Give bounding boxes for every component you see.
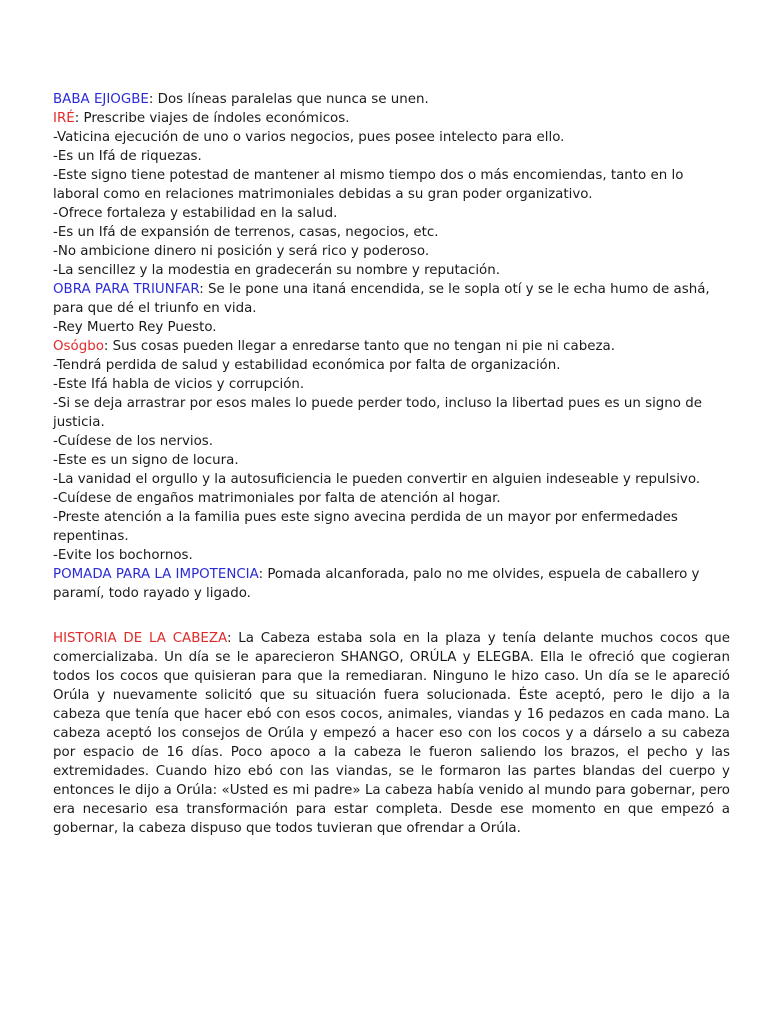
pomada-line bbox=[53, 565, 730, 603]
obra-heading: OBRA PARA TRIUNFAR bbox=[53, 282, 200, 297]
osogbo-item: -Cuídese de los nervios. bbox=[53, 434, 214, 449]
osogbo-item: -Este es un signo de locura. bbox=[53, 453, 239, 468]
obra-text: : Se le pone una itaná encendida, se le sopla otí y se le echa humo de ashá, para que dé el triunfo en vida. bbox=[53, 282, 710, 316]
obra-item: -Rey Muerto Rey Puesto. bbox=[53, 320, 217, 335]
osogbo-heading: Osógbo bbox=[53, 339, 104, 354]
historia-heading: HISTORIA DE LA CABEZA bbox=[53, 631, 227, 646]
ire-item: -Este signo tiene potestad de mantener al mismo tiempo dos o más encomiendas, tanto en lo laboral como en relaciones matrimoniales debidas a su gran poder organizativo. bbox=[53, 168, 684, 202]
osogbo-item: -Tendrá perdida de salud y estabilidad económica por falta de organización. bbox=[53, 358, 561, 373]
ire-item: -No ambicione dinero ni posición y será rico y poderoso. bbox=[53, 244, 430, 259]
ire-item: -Vaticina ejecución de uno o varios negocios, pues posee intelecto para ello. bbox=[53, 130, 565, 145]
ire-line bbox=[53, 109, 730, 128]
baba-line bbox=[53, 90, 730, 109]
ire-heading: IRÉ bbox=[53, 111, 75, 126]
pomada-text: : Pomada alcanforada, palo no me olvides, espuela de caballero y paramí, todo rayado y ligado. bbox=[53, 567, 700, 601]
osogbo-item: -La vanidad el orgullo y la autosuficiencia le pueden convertir en alguien indeseable y repulsivo. bbox=[53, 472, 701, 487]
ire-item: -Es un Ifá de expansión de terrenos, casas, negocios, etc. bbox=[53, 225, 439, 240]
osogbo-text: : Sus cosas pueden llegar a enredarse tanto que no tengan ni pie ni cabeza. bbox=[103, 339, 615, 354]
signo-block bbox=[53, 90, 730, 603]
ire-item: -Ofrece fortaleza y estabilidad en la salud. bbox=[53, 206, 338, 221]
obra-line bbox=[53, 280, 730, 318]
osogbo-item: -Preste atención a la familia pues este signo avecina perdida de un mayor por enfermedades repentinas. bbox=[53, 510, 678, 544]
ire-text: : Prescribe viajes de índoles económicos. bbox=[74, 111, 350, 126]
baba-heading: BABA EJIOGBE bbox=[53, 92, 149, 107]
ire-item: -La sencillez y la modestia en gradecerán su nombre y reputación. bbox=[53, 263, 500, 278]
baba-text: : Dos líneas paralelas que nunca se unen. bbox=[148, 92, 429, 107]
historia-text: : La Cabeza estaba sola en la plaza y tenía delante muchos cocos que comercializaba. Un día se le aparecieron SHANGO, ORÚLA y ELEGBA. Ella le ofreció que cogieran todos los cocos que quisieran para que la remediaran. Ninguno le hizo caso. Un día se le apareció Orúla y nuevamente solicitó que su situación fuera solucionada. Éste aceptó, pero le dijo a la cabeza que tenía que hacer ebó con esos cocos, animales, viandas y 16 pedazos en cada mano. La cabeza aceptó los consejos de Orúla y empezó a hacer eso con los cocos y a dárselo a su cabeza por espacio de 16 días. Poco apoco a la cabeza le fueron saliendo los brazos, el pecho y las extremidades. Cuando hizo ebó con las viandas, se le formaron las partes blandas del cuerpo y entonces le dijo a Orúla: «Usted es mi padre» La cabeza había venido al mundo para gobernar, pero era necesario esa transformación para estar completa. Desde ese momento en que empezó a gobernar, la cabeza dispuso que todos tuvieran que ofrendar a Orúla. bbox=[53, 631, 730, 836]
osogbo-item: -Este Ifá habla de vicios y corrupción. bbox=[53, 377, 305, 392]
historia-block bbox=[53, 629, 730, 838]
pomada-heading: POMADA PARA LA IMPOTENCIA bbox=[53, 567, 259, 582]
osogbo-item: -Cuídese de engaños matrimoniales por falta de atención al hogar. bbox=[53, 491, 501, 506]
osogbo-line bbox=[53, 337, 730, 356]
osogbo-item: -Evite los bochornos. bbox=[53, 548, 193, 563]
osogbo-item: -Si se deja arrastrar por esos males lo puede perder todo, incluso la libertad pues es un signo de justicia. bbox=[53, 396, 702, 430]
ire-item: -Es un Ifá de riquezas. bbox=[53, 149, 202, 164]
historia-paragraph bbox=[53, 629, 730, 838]
